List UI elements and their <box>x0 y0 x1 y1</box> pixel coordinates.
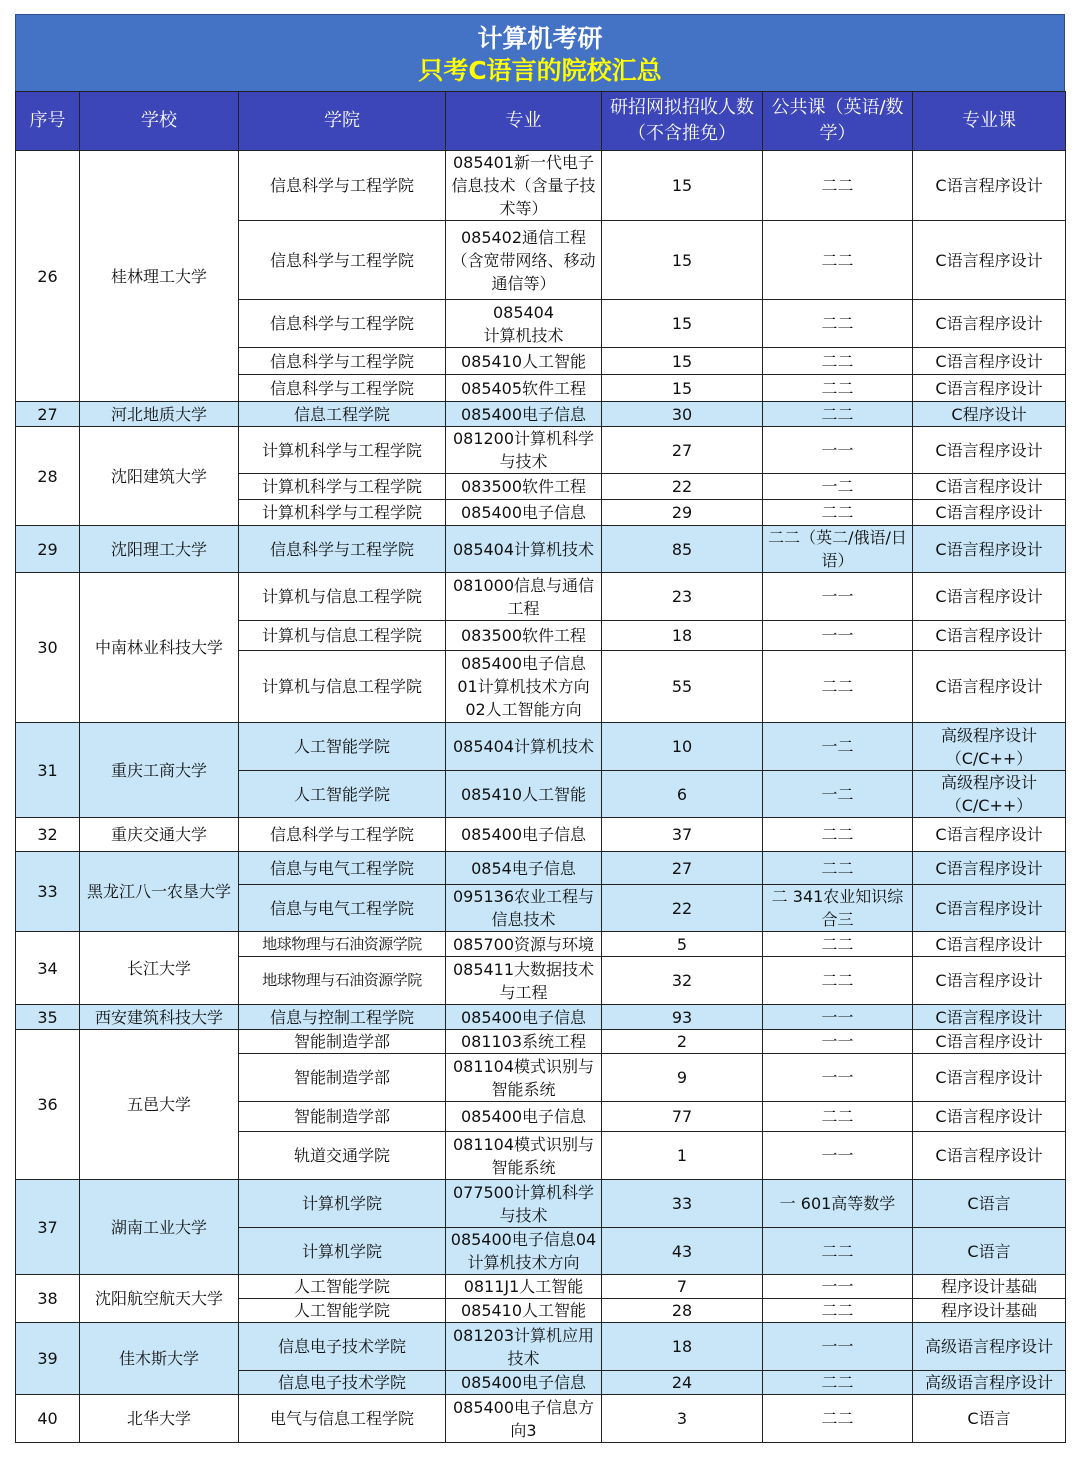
cell-course: C语言程序设计 <box>913 651 1066 723</box>
cell-count: 1 <box>602 1132 763 1180</box>
cell-college: 计算机与信息工程学院 <box>239 573 446 621</box>
cell-public: 二二 <box>763 1102 913 1132</box>
table-row <box>16 1323 1066 1371</box>
cell-college: 地球物理与石油资源学院 <box>239 957 446 1005</box>
cell-course: C语言程序设计 <box>913 221 1066 300</box>
table-row <box>16 1180 1066 1228</box>
table-row <box>16 427 1066 474</box>
cell-count: 2 <box>602 1030 763 1054</box>
cell-count: 15 <box>602 375 763 402</box>
table-row <box>16 1005 1066 1030</box>
cell-count: 33 <box>602 1180 763 1228</box>
cell-school: 长江大学 <box>80 932 239 1005</box>
cell-public: 二二 <box>763 957 913 1005</box>
table-row <box>16 852 1066 885</box>
cell-public: 二 341农业知识综合三 <box>763 885 913 932</box>
cell-count: 15 <box>602 151 763 221</box>
document <box>15 14 1065 1443</box>
cell-public: 二二 <box>763 1395 913 1443</box>
cell-college: 信息科学与工程学院 <box>239 375 446 402</box>
cell-major: 077500计算机科学与技术 <box>446 1180 602 1228</box>
cell-count: 93 <box>602 1005 763 1030</box>
cell-major: 081103系统工程 <box>446 1030 602 1054</box>
cell-count: 37 <box>602 818 763 852</box>
cell-course: C语言 <box>913 1180 1066 1228</box>
cell-school: 重庆交通大学 <box>80 818 239 852</box>
cell-major: 085410人工智能 <box>446 1299 602 1323</box>
cell-major: 085400电子信息 <box>446 500 602 526</box>
cell-college: 计算机与信息工程学院 <box>239 621 446 651</box>
cell-course: C程序设计 <box>913 402 1066 427</box>
cell-course: C语言程序设计 <box>913 932 1066 957</box>
cell-major: 085402通信工程（含宽带网络、移动通信等） <box>446 221 602 300</box>
cell-college: 智能制造学部 <box>239 1102 446 1132</box>
cell-course: C语言程序设计 <box>913 500 1066 526</box>
cell-public: 二二 <box>763 651 913 723</box>
cell-major: 085400电子信息 <box>446 818 602 852</box>
cell-major: 085400电子信息 <box>446 1005 602 1030</box>
cell-course: C语言程序设计 <box>913 427 1066 474</box>
cell-college: 信息科学与工程学院 <box>239 300 446 348</box>
cell-major: 085400电子信息 <box>446 402 602 427</box>
cell-school: 重庆工商大学 <box>80 723 239 818</box>
cell-count: 29 <box>602 500 763 526</box>
table-row <box>16 1030 1066 1054</box>
cell-college: 信息电子技术学院 <box>239 1323 446 1371</box>
cell-public: 二二 <box>763 375 913 402</box>
cell-major: 085401新一代电子信息技术（含量子技术等） <box>446 151 602 221</box>
cell-school: 沈阳理工大学 <box>80 526 239 573</box>
cell-major: 085404计算机技术 <box>446 526 602 573</box>
cell-college: 智能制造学部 <box>239 1030 446 1054</box>
cell-no: 26 <box>16 151 80 402</box>
cell-public: 一一 <box>763 1005 913 1030</box>
cell-course: C语言程序设计 <box>913 474 1066 500</box>
cell-public: 一一 <box>763 621 913 651</box>
cell-college: 信息科学与工程学院 <box>239 151 446 221</box>
col-header-major: 专业 <box>446 92 602 151</box>
cell-public: 一一 <box>763 1030 913 1054</box>
cell-major: 085404计算机技术 <box>446 723 602 771</box>
cell-college: 信息科学与工程学院 <box>239 221 446 300</box>
cell-public: 一 601高等数学 <box>763 1180 913 1228</box>
cell-count: 6 <box>602 771 763 818</box>
cell-count: 28 <box>602 1299 763 1323</box>
cell-school: 湖南工业大学 <box>80 1180 239 1275</box>
cell-course: C语言程序设计 <box>913 818 1066 852</box>
cell-school: 黑龙江八一农垦大学 <box>80 852 239 932</box>
cell-course: C语言程序设计 <box>913 957 1066 1005</box>
cell-course: C语言程序设计 <box>913 852 1066 885</box>
cell-public: 二二 <box>763 1371 913 1395</box>
cell-college: 信息科学与工程学院 <box>239 348 446 375</box>
cell-major: 085411大数据技术与工程 <box>446 957 602 1005</box>
cell-count: 7 <box>602 1275 763 1299</box>
cell-public: 二二 <box>763 348 913 375</box>
cell-count: 24 <box>602 1371 763 1395</box>
cell-major: 085700资源与环境 <box>446 932 602 957</box>
cell-college: 人工智能学院 <box>239 771 446 818</box>
cell-count: 18 <box>602 621 763 651</box>
cell-no: 27 <box>16 402 80 427</box>
cell-major: 081200计算机科学与技术 <box>446 427 602 474</box>
cell-major: 085400电子信息 01计算机技术方向 02人工智能方向 <box>446 651 602 723</box>
cell-count: 15 <box>602 348 763 375</box>
cell-college: 信息科学与工程学院 <box>239 818 446 852</box>
cell-course: 高级语言程序设计 <box>913 1371 1066 1395</box>
cell-college: 信息与电气工程学院 <box>239 885 446 932</box>
cell-course: C语言程序设计 <box>913 1030 1066 1054</box>
cell-no: 32 <box>16 818 80 852</box>
cell-course: C语言程序设计 <box>913 300 1066 348</box>
cell-major: 081203计算机应用技术 <box>446 1323 602 1371</box>
cell-public: 一二 <box>763 723 913 771</box>
cell-count: 32 <box>602 957 763 1005</box>
title-line-1: 计算机考研 <box>477 24 603 53</box>
cell-course: C语言 <box>913 1395 1066 1443</box>
cell-count: 77 <box>602 1102 763 1132</box>
cell-count: 27 <box>602 852 763 885</box>
cell-college: 信息工程学院 <box>239 402 446 427</box>
cell-school: 河北地质大学 <box>80 402 239 427</box>
cell-public: 一一 <box>763 1275 913 1299</box>
cell-public: 一一 <box>763 573 913 621</box>
table-row <box>16 526 1066 573</box>
cell-count: 10 <box>602 723 763 771</box>
cell-count: 27 <box>602 427 763 474</box>
cell-college: 计算机学院 <box>239 1228 446 1275</box>
cell-college: 计算机科学与工程学院 <box>239 500 446 526</box>
cell-no: 39 <box>16 1323 80 1395</box>
cell-major: 0854电子信息 <box>446 852 602 885</box>
cell-major: 085405软件工程 <box>446 375 602 402</box>
cell-course: 高级程序设计（C/C++） <box>913 723 1066 771</box>
cell-course: C语言程序设计 <box>913 1132 1066 1180</box>
cell-college: 信息电子技术学院 <box>239 1371 446 1395</box>
cell-school: 中南林业科技大学 <box>80 573 239 723</box>
cell-public: 二二 <box>763 221 913 300</box>
cell-college: 智能制造学部 <box>239 1054 446 1102</box>
table-row <box>16 818 1066 852</box>
cell-college: 计算机科学与工程学院 <box>239 427 446 474</box>
cell-count: 85 <box>602 526 763 573</box>
cell-public: 一二 <box>763 771 913 818</box>
cell-public: 一一 <box>763 1132 913 1180</box>
cell-major: 0811J1人工智能 <box>446 1275 602 1299</box>
cell-course: C语言程序设计 <box>913 1054 1066 1102</box>
cell-course: C语言程序设计 <box>913 348 1066 375</box>
cell-course: 高级程序设计（C/C++） <box>913 771 1066 818</box>
cell-public: 二二 <box>763 1299 913 1323</box>
col-header-college: 学院 <box>239 92 446 151</box>
cell-public: 二二 <box>763 500 913 526</box>
cell-public: 二二（英二/俄语/日语） <box>763 526 913 573</box>
cell-public: 一二 <box>763 474 913 500</box>
cell-college: 人工智能学院 <box>239 1299 446 1323</box>
cell-count: 30 <box>602 402 763 427</box>
cell-major: 085400电子信息方向3 <box>446 1395 602 1443</box>
cell-course: C语言 <box>913 1228 1066 1275</box>
cell-major: 085400电子信息 <box>446 1102 602 1132</box>
cell-college: 计算机与信息工程学院 <box>239 651 446 723</box>
cell-school: 佳木斯大学 <box>80 1323 239 1395</box>
cell-public: 二二 <box>763 300 913 348</box>
cell-no: 36 <box>16 1030 80 1180</box>
cell-school: 西安建筑科技大学 <box>80 1005 239 1030</box>
cell-course: C语言程序设计 <box>913 1102 1066 1132</box>
cell-public: 二二 <box>763 402 913 427</box>
cell-course: C语言程序设计 <box>913 621 1066 651</box>
title-line-2: 只考C语言的院校汇总 <box>418 56 662 85</box>
cell-school: 沈阳航空航天大学 <box>80 1275 239 1323</box>
cell-school: 五邑大学 <box>80 1030 239 1180</box>
cell-major: 085410人工智能 <box>446 348 602 375</box>
cell-major: 085400电子信息04计算机技术方向 <box>446 1228 602 1275</box>
cell-college: 信息科学与工程学院 <box>239 526 446 573</box>
schools-table <box>15 91 1066 1443</box>
cell-college: 人工智能学院 <box>239 723 446 771</box>
cell-no: 38 <box>16 1275 80 1323</box>
cell-count: 15 <box>602 300 763 348</box>
cell-count: 22 <box>602 885 763 932</box>
table-body <box>16 151 1066 1443</box>
cell-course: C语言程序设计 <box>913 375 1066 402</box>
col-header-school: 学校 <box>80 92 239 151</box>
cell-public: 二二 <box>763 932 913 957</box>
cell-college: 计算机科学与工程学院 <box>239 474 446 500</box>
cell-count: 55 <box>602 651 763 723</box>
cell-course: C语言程序设计 <box>913 151 1066 221</box>
cell-major: 081104模式识别与智能系统 <box>446 1132 602 1180</box>
table-row <box>16 932 1066 957</box>
cell-public: 一一 <box>763 1054 913 1102</box>
cell-course: C语言程序设计 <box>913 885 1066 932</box>
col-header-course: 专业课 <box>913 92 1066 151</box>
cell-count: 22 <box>602 474 763 500</box>
cell-no: 31 <box>16 723 80 818</box>
cell-college: 轨道交通学院 <box>239 1132 446 1180</box>
cell-no: 28 <box>16 427 80 526</box>
cell-college: 地球物理与石油资源学院 <box>239 932 446 957</box>
cell-course: C语言程序设计 <box>913 573 1066 621</box>
cell-course: C语言程序设计 <box>913 526 1066 573</box>
cell-college: 电气与信息工程学院 <box>239 1395 446 1443</box>
cell-no: 34 <box>16 932 80 1005</box>
header-row <box>16 92 1066 151</box>
cell-school: 沈阳建筑大学 <box>80 427 239 526</box>
cell-public: 二二 <box>763 852 913 885</box>
col-header-no: 序号 <box>16 92 80 151</box>
cell-no: 29 <box>16 526 80 573</box>
table-row <box>16 1275 1066 1299</box>
cell-college: 人工智能学院 <box>239 1275 446 1299</box>
cell-no: 35 <box>16 1005 80 1030</box>
cell-public: 一一 <box>763 427 913 474</box>
cell-major: 085404 计算机技术 <box>446 300 602 348</box>
cell-major: 081000信息与通信工程 <box>446 573 602 621</box>
cell-no: 33 <box>16 852 80 932</box>
cell-major: 083500软件工程 <box>446 621 602 651</box>
cell-major: 085400电子信息 <box>446 1371 602 1395</box>
cell-major: 085410人工智能 <box>446 771 602 818</box>
cell-count: 5 <box>602 932 763 957</box>
col-header-public: 公共课（英语/数学） <box>763 92 913 151</box>
cell-count: 23 <box>602 573 763 621</box>
cell-count: 43 <box>602 1228 763 1275</box>
cell-course: 程序设计基础 <box>913 1275 1066 1299</box>
cell-count: 15 <box>602 221 763 300</box>
cell-no: 40 <box>16 1395 80 1443</box>
cell-no: 30 <box>16 573 80 723</box>
table-row <box>16 573 1066 621</box>
cell-count: 9 <box>602 1054 763 1102</box>
table-row <box>16 151 1066 221</box>
cell-college: 计算机学院 <box>239 1180 446 1228</box>
cell-count: 3 <box>602 1395 763 1443</box>
cell-public: 二二 <box>763 151 913 221</box>
cell-school: 桂林理工大学 <box>80 151 239 402</box>
table-row <box>16 1395 1066 1443</box>
cell-public: 一一 <box>763 1323 913 1371</box>
cell-school: 北华大学 <box>80 1395 239 1443</box>
col-header-count: 研招网拟招收人数（不含推免） <box>602 92 763 151</box>
table-row <box>16 723 1066 771</box>
cell-major: 083500软件工程 <box>446 474 602 500</box>
cell-public: 二二 <box>763 1228 913 1275</box>
cell-course: C语言程序设计 <box>913 1005 1066 1030</box>
table-row <box>16 402 1066 427</box>
cell-college: 信息与电气工程学院 <box>239 852 446 885</box>
cell-major: 095136农业工程与信息技术 <box>446 885 602 932</box>
cell-no: 37 <box>16 1180 80 1275</box>
cell-major: 081104模式识别与智能系统 <box>446 1054 602 1102</box>
cell-public: 二二 <box>763 818 913 852</box>
cell-course: 程序设计基础 <box>913 1299 1066 1323</box>
cell-course: 高级语言程序设计 <box>913 1323 1066 1371</box>
title-banner <box>15 14 1065 91</box>
cell-count: 18 <box>602 1323 763 1371</box>
cell-college: 信息与控制工程学院 <box>239 1005 446 1030</box>
